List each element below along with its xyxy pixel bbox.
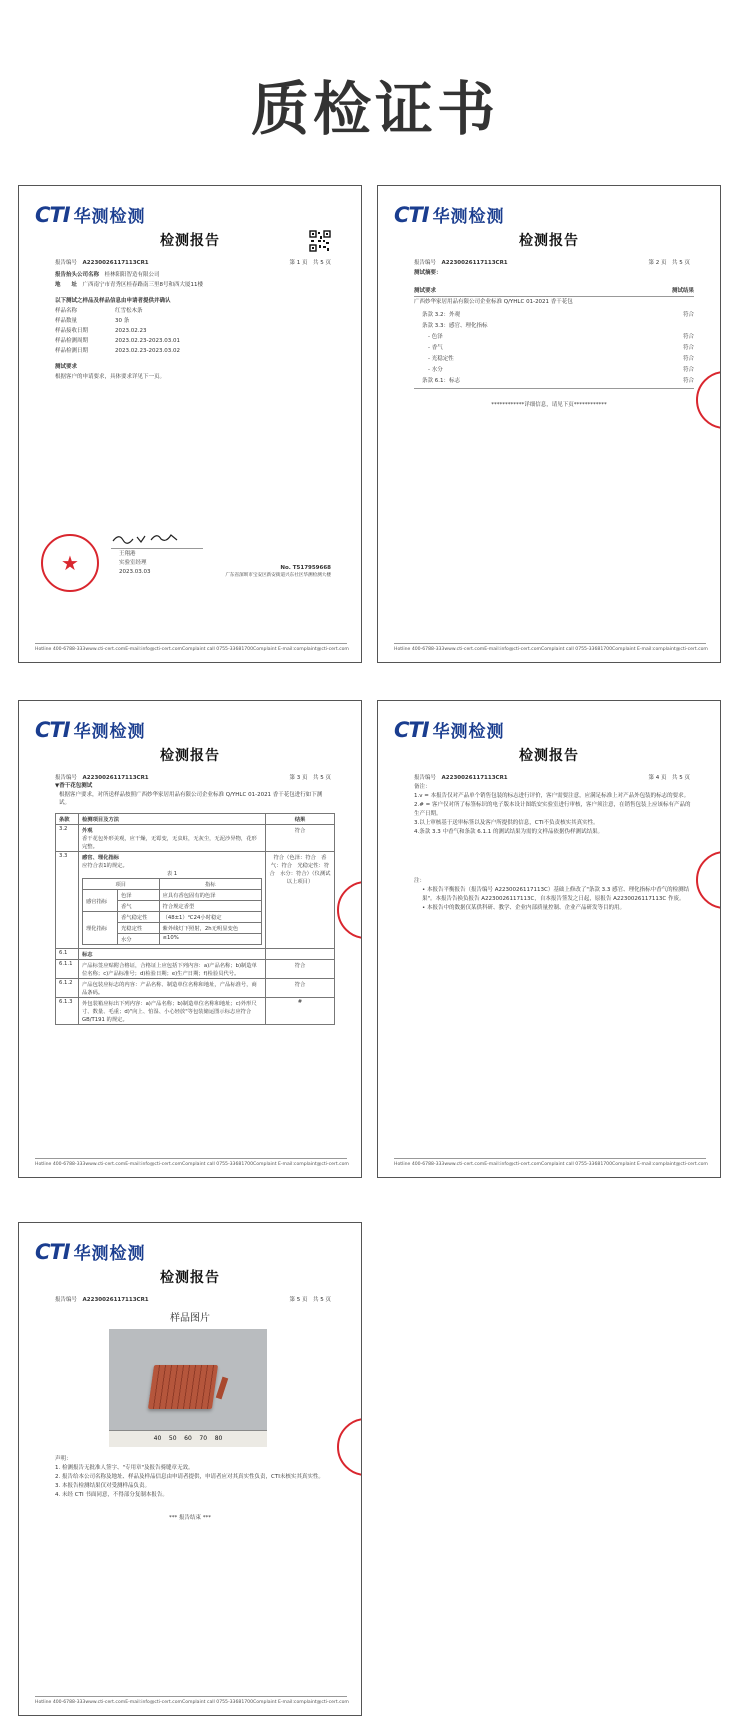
logo-cti-text: CTI	[35, 717, 70, 742]
report-title: 检测报告	[519, 233, 579, 249]
remark-item: 2.# = 客户仅对所了标签标识的电子版本设计图纸安实验室进行审核，客户须注意，在销售包装上应该标有产品的生产日期。	[414, 802, 691, 817]
footer-web: www.cti-cert.com	[444, 1162, 485, 1167]
logo-cn-text: 华测检测	[432, 722, 505, 742]
clause-result: 符合	[266, 825, 335, 852]
report-no: A2230026117113CR1	[82, 1297, 149, 1303]
inner-group: 理化指标	[83, 912, 118, 945]
page-footer	[35, 643, 347, 652]
report-no: A2230026117113CR1	[82, 260, 149, 266]
footer-complaint-email: Complaint E-mail:complaint@cti-cert.com	[612, 1162, 708, 1167]
col-method: 检测项目及方法	[82, 817, 120, 823]
remarks-title: 备注：	[414, 784, 431, 790]
note-text: 本报告中的数据仅某供科研、教学、企业内部质量控制、企业产品研发等目的用。	[427, 905, 626, 911]
signer-name: 王翔港	[119, 551, 136, 557]
sample-key: 样品名称	[55, 308, 78, 314]
sample-row	[55, 306, 335, 316]
company-label: 报告抬头公司名称	[55, 272, 100, 278]
item-name: - 香气	[428, 345, 443, 351]
sample-value: 2023.02.23-2023.03.01	[115, 338, 180, 344]
seal-stamp-edge	[696, 851, 721, 909]
sample-row	[55, 316, 335, 326]
clause-text: 产品包装应标志的内容：产品名称、制造单位名称和地址，产品标准号，商品条码。	[79, 979, 266, 998]
footer-hotline: Hotline 400-6788-333	[394, 1162, 445, 1167]
item-name: - 色泽	[428, 334, 443, 340]
statement-item: 1. 检测报告无批准人签字、"专用章"及报告骑缝章无效。	[55, 1465, 194, 1471]
seal-stamp-edge	[696, 371, 721, 429]
clause-result: #	[266, 998, 335, 1025]
item-result: 符合	[682, 378, 694, 384]
table-header-row	[56, 814, 335, 825]
statement-title: 声明：	[55, 1456, 72, 1462]
inner-item: 光稳定性	[117, 923, 159, 934]
summary-item	[414, 332, 694, 343]
remarks-block	[414, 783, 692, 837]
page-total: 共 5 页	[672, 260, 690, 266]
sample-bundle	[148, 1365, 218, 1409]
report-page-3	[18, 700, 362, 1178]
test-heading	[55, 781, 92, 791]
item-result: 符合	[682, 356, 694, 362]
clause-text: 外包装箱应标出下列内容：a)产品名称；b)制造单位名称和地址；c)外形尺寸、数量、毛重；d)"向上、怕湿、小心轻放"等包装储运图示标志应符合 GB/T191 的规定。	[79, 998, 266, 1025]
logo-cn-text: 华测检测	[73, 1244, 146, 1264]
result-header: 测试结果	[671, 288, 694, 294]
report-no-label: 报告编号	[55, 1297, 78, 1303]
summary-item	[414, 310, 694, 321]
cti-logo	[394, 717, 505, 742]
cti-logo	[394, 202, 505, 227]
inner-spec: ≤10%	[159, 934, 261, 945]
page-total: 共 5 页	[313, 1297, 331, 1303]
remark-item: 4.条款 3.3 中香气和条款 6.1.1 的测试结果为需的文样品依据伪样测试结果。	[414, 829, 603, 835]
report-page-1	[18, 185, 362, 663]
sample-section	[55, 296, 335, 356]
sample-key: 样品检测日期	[55, 348, 89, 354]
logo-cti-text: CTI	[35, 1239, 70, 1264]
page-footer	[35, 1158, 347, 1167]
detail-note: ************详细信息，请见下页************	[491, 402, 607, 408]
summary-item	[414, 376, 694, 387]
logo-cn-text: 华测检测	[432, 207, 505, 227]
clause-text: 香干花包外形美观，应干燥，无霉变，无虫蛀，无灰尘，无泥沙异物，花形完整。	[82, 836, 257, 850]
report-no-label: 报告编号	[55, 775, 78, 781]
report-no-label: 报告编号	[414, 775, 437, 781]
summary-item	[414, 343, 694, 354]
report-meta	[414, 773, 690, 781]
item-name: 条款 3.3：感官、理化指标	[422, 323, 488, 329]
item-result: 符合	[682, 334, 694, 340]
table-row	[56, 998, 335, 1025]
lab-address: 广东省深圳市宝安区新安街道兴东社区华测检测大楼	[225, 573, 331, 578]
logo-cn-text: 华测检测	[73, 207, 146, 227]
page-footer	[394, 1158, 706, 1167]
sample-stick	[216, 1377, 229, 1400]
inner-spec: 紫外线灯下照射，2h无明显变色	[159, 923, 261, 934]
page-number: 第 5 页	[289, 1297, 308, 1303]
report-page-4	[377, 700, 721, 1178]
report-page-2	[377, 185, 721, 663]
address-label: 地 址	[55, 282, 78, 288]
clause-no: 3.2	[56, 825, 79, 852]
sample-row	[55, 336, 335, 346]
inner-item: 香气稳定性	[117, 912, 159, 923]
summary-item	[414, 321, 694, 332]
clause-name: 标志	[82, 952, 93, 958]
report-no: A2230026117113CR1	[441, 775, 508, 781]
clause-text: 产品标签应贴附合格证，合格证上应包括下列内容：a)产品名称；b)制造单位名称；c)产品标准号；d)检验日期；e)生产日期；f)检验员代号。	[79, 960, 266, 979]
report-no: A2230026117113CR1	[82, 775, 149, 781]
clause-text: 应符合表1的规定。	[82, 863, 128, 869]
report-meta	[414, 258, 690, 266]
footer-email: E-mail:info@cti-cert.com	[484, 647, 541, 652]
page-total: 共 5 页	[672, 775, 690, 781]
footer-web: www.cti-cert.com	[444, 647, 485, 652]
report-no-label: 报告编号	[55, 260, 78, 266]
footer-email: E-mail:info@cti-cert.com	[125, 1162, 182, 1167]
summary-item	[414, 354, 694, 365]
clause-no: 6.1.1	[56, 960, 79, 979]
inner-head-spec: 指标	[159, 879, 261, 890]
logo-cti-text: CTI	[394, 202, 429, 227]
summary-title	[414, 268, 442, 278]
report-page-5	[18, 1222, 362, 1716]
cti-logo	[35, 717, 146, 742]
page-number: 第 2 页	[648, 260, 667, 266]
page-number: 第 4 页	[648, 775, 667, 781]
sample-value: 2023.02.23	[115, 328, 147, 334]
footer-hotline: Hotline 400-6788-333	[35, 647, 86, 652]
sample-value: 30 条	[115, 318, 130, 324]
footer-web: www.cti-cert.com	[85, 647, 126, 652]
logo-cti-text: CTI	[35, 202, 70, 227]
report-no: A2230026117113CR1	[441, 260, 508, 266]
sample-value: 红雪松木条	[115, 308, 143, 314]
ruler: 40 50 60 70 80	[109, 1430, 267, 1447]
footer-complaint-email: Complaint E-mail:complaint@cti-cert.com	[253, 647, 349, 652]
footer-complaint-email: Complaint E-mail:complaint@cti-cert.com	[253, 1700, 349, 1705]
clause-result: 符合（色泽：符合 香气：符合 光稳定性：符合 水分：符合）（仪测试以上项目）	[266, 852, 335, 949]
signer-block	[119, 550, 151, 577]
footer-complaint-email: Complaint E-mail:complaint@cti-cert.com	[253, 1162, 349, 1167]
footer-email: E-mail:info@cti-cert.com	[484, 1162, 541, 1167]
table1-caption: 表 1	[166, 871, 178, 877]
cti-logo	[35, 1239, 146, 1264]
footer-web: www.cti-cert.com	[85, 1700, 126, 1705]
test-req-label: 测试要求	[55, 364, 78, 370]
signature-line	[111, 548, 203, 549]
page-title: 质检证书	[250, 75, 499, 143]
report-serial-block	[225, 564, 331, 580]
table-row	[56, 960, 335, 979]
inner-item: 水分	[117, 934, 159, 945]
cti-logo	[35, 202, 146, 227]
clause-result: 符合	[266, 960, 335, 979]
clause-name: 外观	[82, 828, 93, 834]
table-row	[56, 949, 335, 960]
photo-title: 样品图片	[170, 1313, 210, 1324]
summary-title-text: 测试摘要：	[414, 270, 442, 276]
company-address: 广西南宁市青秀区桂春路南三里8号和西大厦11楼	[82, 282, 204, 288]
footer-complaint: Complaint call 0755-33681700	[181, 647, 254, 652]
remark-item: 3.以上审核基于送审标签以及客户所提供的信息，CTI不负责核实其真实性。	[414, 820, 599, 826]
table-row	[56, 852, 335, 949]
report-title: 检测报告	[160, 748, 220, 764]
table-row	[56, 825, 335, 852]
test-req-text: 根据客户的申请要求，具体要求详见下一页。	[55, 374, 166, 380]
inner-item: 色泽	[117, 890, 159, 901]
report-title: 检测报告	[519, 748, 579, 764]
footer-complaint-email: Complaint E-mail:complaint@cti-cert.com	[612, 647, 708, 652]
item-result: 符合	[682, 367, 694, 373]
note-item: • 本报告平衡报告（报告编号 A2230026117113C）基础上修改了"条款 3.3 感官、理化指标中香气的检测结果"。本报告告换负报告 A2230026117113C，自本报告签发之日起，原报告 A2230026117113C 作废。	[422, 887, 690, 902]
inner-head-item: 项目	[83, 879, 160, 890]
report-no-label: 报告编号	[414, 260, 437, 266]
footer-complaint: Complaint call 0755-33681700	[181, 1162, 254, 1167]
footer-hotline: Hotline 400-6788-333	[35, 1162, 86, 1167]
page-footer	[394, 643, 706, 652]
note-item: • 本报告中的数据仅某供科研、教学、企业内部质量控制、企业产品研发等目的用。	[422, 905, 626, 911]
inner-spec: 应具有香包固有的色泽	[159, 890, 261, 901]
sample-row	[55, 326, 335, 336]
col-result: 结果	[294, 817, 306, 823]
test-table	[55, 813, 335, 1025]
item-name: 条款 6.1：标志	[422, 378, 460, 384]
company-name: 桂林阳阳智造有限公司	[104, 272, 160, 278]
page-footer	[35, 1696, 347, 1705]
req-header: 测试要求	[414, 288, 437, 294]
signer-title: 实验室经理	[119, 560, 147, 566]
item-name: - 水分	[428, 367, 443, 373]
page-number: 第 3 页	[289, 775, 308, 781]
seal-stamp-edge	[337, 1418, 362, 1476]
inner-spec: 符合规定香型	[159, 901, 261, 912]
item-name: 条款 3.2：外观	[422, 312, 460, 318]
statement-item: 2. 报告给本公司名称及地址、样品及样品信息由申请者提供，申请者应对其真实性负责，CTI未核实其真实性。	[55, 1474, 324, 1480]
logo-cti-text: CTI	[394, 717, 429, 742]
sign-date: 2023.03.03	[119, 569, 151, 575]
sample-section-title: 以下测试之样品及样品信息由申请者提供并确认	[55, 298, 171, 304]
summary-items	[414, 310, 694, 387]
report-meta	[55, 258, 331, 266]
clause-name: 感官、理化指标	[82, 855, 120, 861]
clause-no: 6.1.3	[56, 998, 79, 1025]
clause-no: 3.3	[56, 852, 79, 949]
footer-complaint: Complaint call 0755-33681700	[540, 647, 613, 652]
inner-spec: （48±1）℃24小时稳定	[159, 912, 261, 923]
remark-item: 1.v = 本报告仅对产品单个销售包装的标志进行评价，客户需要注意，应满足标准上对产品外包装的标志的要求。	[414, 793, 690, 799]
clause-no: 6.1.2	[56, 979, 79, 998]
report-end: *** 报告结束 ***	[169, 1515, 211, 1521]
footer-email: E-mail:info@cti-cert.com	[125, 1700, 182, 1705]
notes-title: 注：	[414, 878, 426, 884]
footer-hotline: Hotline 400-6788-333	[394, 647, 445, 652]
statement-item: 4. 未经 CTI 书面同意，不得部分复制本报告。	[55, 1492, 168, 1498]
table-row	[56, 979, 335, 998]
report-meta	[55, 1295, 331, 1303]
sample-key: 样品检测周期	[55, 338, 89, 344]
col-clause: 条款	[59, 817, 70, 823]
sample-photo	[109, 1329, 267, 1447]
seal-stamp-edge	[337, 881, 362, 939]
report-serial: No. T517959668	[280, 565, 331, 571]
official-seal-stamp	[41, 534, 99, 592]
sample-key: 样品数量	[55, 318, 78, 324]
footer-email: E-mail:info@cti-cert.com	[125, 647, 182, 652]
inner-item: 香气	[117, 901, 159, 912]
footer-web: www.cti-cert.com	[85, 1162, 126, 1167]
summary-item	[414, 365, 694, 376]
sample-key: 样品接收日期	[55, 328, 89, 334]
company-block	[55, 270, 335, 290]
item-result: 符合	[682, 345, 694, 351]
standard-text: 广西妙华家居用品有限公司企业标准 Q/YHLC 01-2021 香干花包	[414, 299, 573, 305]
summary-bottom-line	[414, 388, 694, 389]
logo-cn-text: 华测检测	[73, 722, 146, 742]
footer-hotline: Hotline 400-6788-333	[35, 1700, 86, 1705]
report-title: 检测报告	[160, 233, 220, 249]
page-total: 共 5 页	[313, 260, 331, 266]
report-meta	[55, 773, 331, 781]
inner-group: 感官指标	[83, 890, 118, 912]
statement-block	[55, 1455, 333, 1500]
statement-item: 3. 本报告检测结果仅对受测样品负责。	[55, 1483, 150, 1489]
signature-image	[111, 531, 181, 547]
clause-no: 6.1	[56, 949, 79, 960]
note-text: 本报告平衡报告（报告编号 A2230026117113C）基础上修改了"条款 3.3 感官、理化指标中香气的检测结果"。本报告告换负报告 A2230026117113C，自本报告签发之日起，原报告 A2230026117113C 作废。	[422, 887, 690, 902]
report-title: 检测报告	[160, 1270, 220, 1286]
star-icon: ★	[61, 551, 79, 575]
test-intro: 根据客户要求，对所送样品按照广西妙华家居用品有限公司企业标准 Q/YHLC 01-2021 香干花包进行如下测试。	[59, 792, 323, 806]
summary-header	[414, 286, 694, 296]
page-total: 共 5 页	[313, 775, 331, 781]
test-requirement	[55, 362, 335, 382]
footer-complaint: Complaint call 0755-33681700	[540, 1162, 613, 1167]
inner-spec-table	[82, 878, 262, 945]
sample-row	[55, 346, 335, 356]
sample-value: 2023.02.23-2023.03.02	[115, 348, 180, 354]
notes-block	[414, 877, 692, 913]
page-number: 第 1 页	[289, 260, 308, 266]
clause-result: 符合	[266, 979, 335, 998]
test-heading-text: ▼香干花包测试	[55, 783, 93, 789]
item-result: 符合	[682, 312, 694, 318]
footer-complaint: Complaint call 0755-33681700	[181, 1700, 254, 1705]
item-name: - 光稳定性	[428, 356, 454, 362]
